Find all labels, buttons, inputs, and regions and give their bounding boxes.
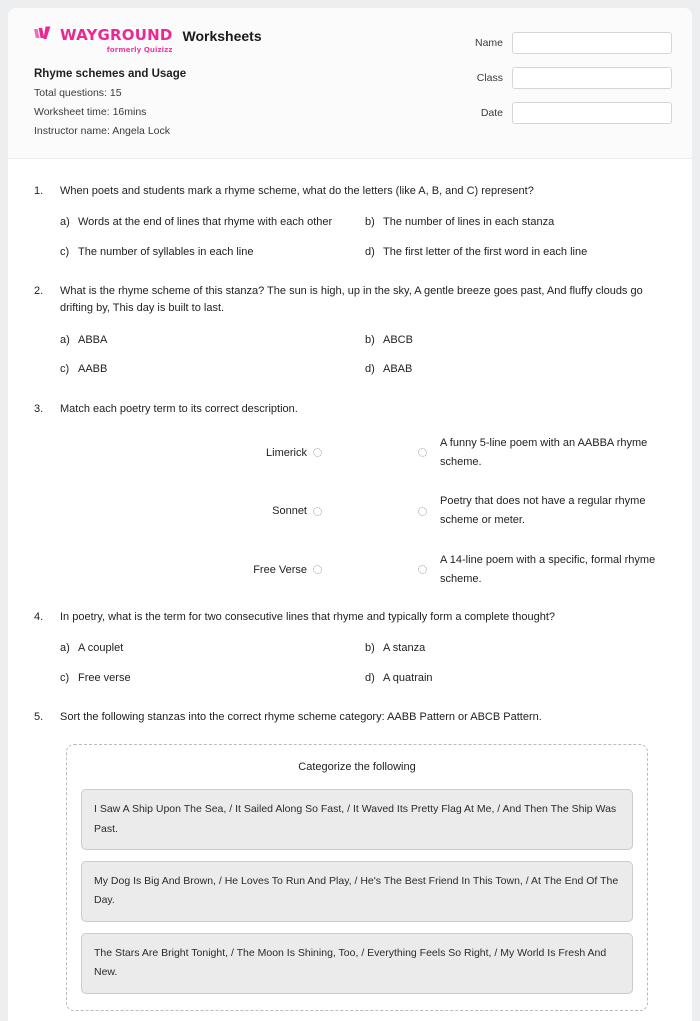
date-label: Date [480, 107, 503, 119]
option-1c[interactable] [60, 244, 365, 261]
match-row-2 [34, 492, 670, 531]
date-input[interactable] [512, 102, 672, 124]
field-row-name [407, 32, 672, 54]
page-title: Worksheets [182, 28, 262, 44]
logo-lockup [34, 26, 173, 45]
option-1a-letter: a) [60, 216, 70, 229]
option-4a-letter: a) [60, 642, 70, 655]
option-4c-label: Free verse [78, 671, 131, 684]
match-description-1[interactable]: A funny 5-line poem with an AABBA rhyme scheme. [440, 436, 648, 468]
option-4c-letter: c) [60, 671, 70, 684]
worksheet-time: Worksheet time: 16mins [34, 106, 147, 119]
question-5-text: Sort the following stanzas into the correct rhyme scheme category: AABB Pattern or ABCB Pattern. [60, 711, 542, 724]
question-3-number: 3. [34, 402, 44, 415]
option-2c[interactable] [60, 361, 365, 378]
option-2a[interactable] [60, 332, 365, 349]
question-3 [34, 401, 670, 590]
option-2c-letter: c) [60, 363, 70, 376]
question-4-number: 4. [34, 611, 44, 624]
categorize-item-1[interactable]: I Saw A Ship Upon The Sea, / It Sailed Along So Fast, / It Waved Its Pretty Flag At Me, / And Then The Ship Was Past. [81, 789, 633, 850]
instructor-name: Instructor name: Angela Lock [34, 125, 170, 138]
class-input[interactable] [512, 67, 672, 89]
option-2d-letter: d) [365, 363, 375, 376]
categorize-box [66, 744, 648, 1011]
option-4c[interactable] [60, 670, 365, 687]
question-4-head [34, 609, 670, 626]
question-5-head [34, 709, 670, 726]
question-2-number: 2. [34, 285, 44, 298]
match-term-2[interactable]: Sonnet [272, 505, 307, 518]
categorize-title: Categorize the following [298, 761, 416, 774]
option-2a-letter: a) [60, 333, 70, 346]
worksheet-page [8, 8, 692, 1021]
categorize-item-2[interactable]: My Dog Is Big And Brown, / He Loves To Run And Play, / He's The Best Friend In This Town, / At The End Of The Day. [81, 861, 633, 922]
option-4d-label: A quatrain [383, 671, 433, 684]
question-4-text: In poetry, what is the term for two consecutive lines that rhyme and typically form a complete thought? [60, 611, 556, 624]
option-1a[interactable] [60, 214, 365, 231]
question-2-text: What is the rhyme scheme of this stanza? The sun is high, up in the sky, A gentle breeze goes past, And fluffy clouds go drifting by, This day is built to last. [60, 285, 643, 315]
question-1 [34, 183, 670, 273]
field-row-class [407, 67, 672, 89]
wayground-logo [34, 26, 173, 54]
worksheet-header [8, 8, 692, 159]
match-term-3[interactable]: Free Verse [253, 563, 307, 576]
option-4d[interactable] [365, 670, 670, 687]
class-label: Class [476, 72, 503, 84]
question-4-options [34, 640, 670, 699]
match-connector-right-3-icon[interactable] [418, 565, 427, 574]
match-term-1[interactable]: Limerick [266, 446, 307, 459]
option-1c-letter: c) [60, 245, 70, 258]
question-3-head [34, 401, 670, 418]
option-1d-letter: d) [365, 245, 375, 258]
question-5 [34, 709, 670, 1011]
option-1a-label: Words at the end of lines that rhyme with each other [78, 216, 333, 229]
option-1b-letter: b) [365, 216, 375, 229]
option-4a[interactable] [60, 640, 365, 657]
question-3-text: Match each poetry term to its correct description. [60, 402, 298, 415]
question-2-options [34, 332, 670, 391]
wayground-mark-icon [34, 26, 56, 45]
option-2d[interactable] [365, 361, 670, 378]
worksheet-title: Rhyme schemes and Usage [34, 68, 187, 80]
option-2b-letter: b) [365, 333, 375, 346]
question-1-head [34, 183, 670, 200]
match-connector-left-2-icon[interactable] [313, 507, 322, 516]
question-1-number: 1. [34, 185, 44, 198]
question-2-head [34, 283, 670, 317]
match-row-1 [34, 434, 670, 473]
match-connector-left-1-icon[interactable] [313, 448, 322, 457]
option-2d-label: ABAB [383, 363, 413, 376]
match-connector-right-2-icon[interactable] [418, 507, 427, 516]
name-input[interactable] [512, 32, 672, 54]
field-row-date [407, 102, 672, 124]
option-4d-letter: d) [365, 671, 375, 684]
questions-list [8, 159, 692, 1010]
match-connector-left-3-icon[interactable] [313, 565, 322, 574]
question-3-matching [34, 434, 670, 590]
match-description-2[interactable]: Poetry that does not have a regular rhyme scheme or meter. [440, 495, 646, 527]
wayground-wordmark: WAYGROUND [60, 26, 173, 44]
question-4 [34, 609, 670, 699]
question-1-options [34, 214, 670, 273]
option-1d-label: The first letter of the first word in each line [383, 245, 588, 258]
option-1c-label: The number of syllables in each line [78, 245, 254, 258]
option-1b[interactable] [365, 214, 670, 231]
option-2b-label: ABCB [383, 333, 413, 346]
categorize-item-3[interactable]: The Stars Are Bright Tonight, / The Moon Is Shining, Too, / Everything Feels So Right, / My World Is Fresh And New. [81, 933, 633, 994]
question-2 [34, 283, 670, 390]
student-fields [407, 32, 672, 137]
question-5-number: 5. [34, 711, 44, 724]
option-4b-label: A stanza [383, 642, 426, 655]
logo-sublabel: formerly Quizizz [106, 46, 173, 54]
option-4b[interactable] [365, 640, 670, 657]
option-2c-label: AABB [78, 363, 108, 376]
match-row-3 [34, 551, 670, 590]
total-questions: Total questions: 15 [34, 87, 122, 99]
option-1d[interactable] [365, 244, 670, 261]
option-4b-letter: b) [365, 642, 375, 655]
option-1b-label: The number of lines in each stanza [383, 216, 555, 229]
match-connector-right-1-icon[interactable] [418, 448, 427, 457]
name-label: Name [474, 37, 503, 49]
option-4a-label: A couplet [78, 642, 124, 655]
match-description-3[interactable]: A 14-line poem with a specific, formal rhyme scheme. [440, 553, 656, 585]
option-2b[interactable] [365, 332, 670, 349]
option-2a-label: ABBA [78, 333, 108, 346]
question-1-text: When poets and students mark a rhyme scheme, what do the letters (like A, B, and C) represent? [60, 185, 534, 198]
